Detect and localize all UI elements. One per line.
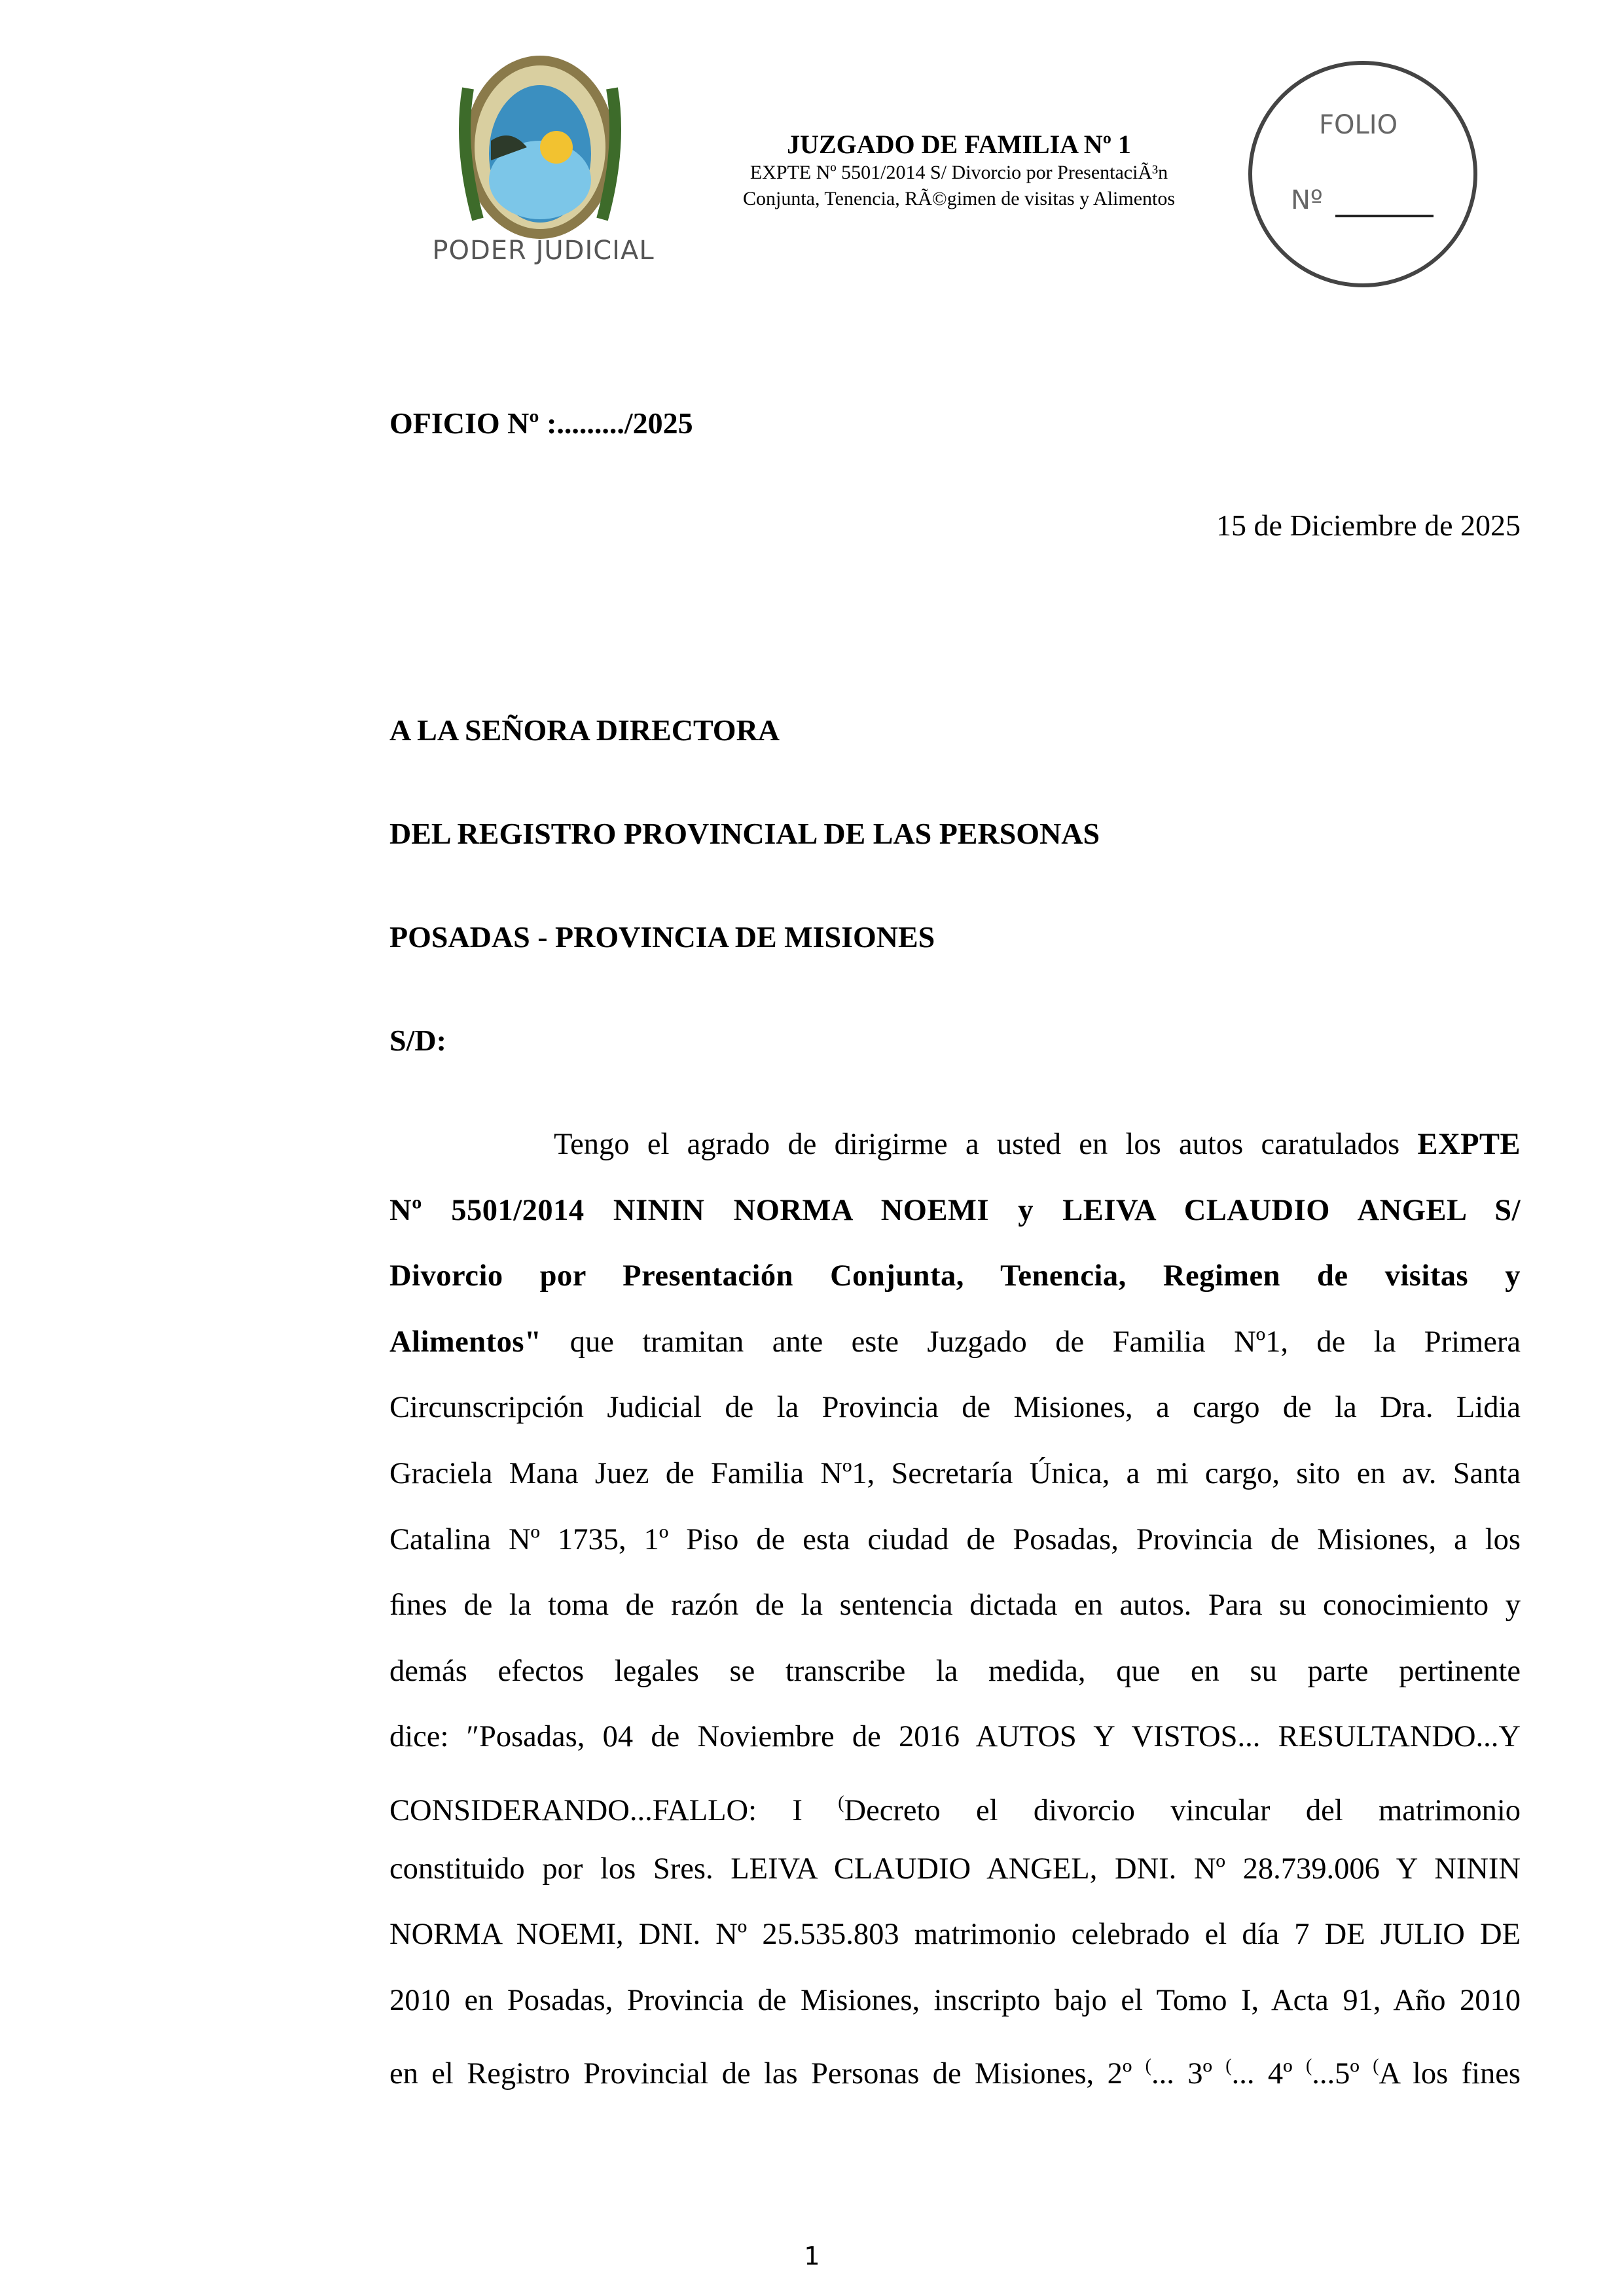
- body-text: Catalina Nº 1735, 1º Piso de esta ciudad de Posadas, Provincia de Misiones, a los: [389, 1522, 1521, 1556]
- body-text: Tengo el agrado de dirigirme a usted en los autos caratulados: [554, 1128, 1418, 1161]
- body-text: (: [1145, 2056, 1151, 2077]
- body-text: A los fines: [1379, 2057, 1521, 2091]
- body-text: demás efectos legales se transcribe la medida, que en su parte pertinente: [389, 1654, 1521, 1688]
- body-text: Graciela Mana Juez de Familia Nº1, Secretaría Única, a mi cargo, sito en av. Santa: [389, 1456, 1521, 1490]
- body-line: [389, 1458, 1521, 1524]
- body-paragraph: [389, 1128, 1521, 2116]
- body-text: Decreto el divorcio vincular del matrimonio: [844, 1793, 1521, 1827]
- body-line: [389, 1391, 1521, 1458]
- body-line: [389, 1260, 1521, 1326]
- body-text: constituido por los Sres. LEIVA CLAUDIO ANGEL, DNI. Nº 28.739.006 Y NININ: [389, 1852, 1521, 1886]
- folio-number-label: Nº: [1291, 185, 1323, 215]
- body-line: [389, 1655, 1521, 1721]
- folio-label: FOLIO: [1319, 110, 1398, 140]
- body-line: [389, 1194, 1521, 1261]
- logo-text: PODER JUDICIAL: [432, 236, 655, 266]
- body-line: [389, 1984, 1521, 2051]
- body-text: Circunscripción Judicial de la Provincia de Misiones, a cargo de la Dra. Lidia: [389, 1391, 1521, 1425]
- body-line: [389, 1721, 1521, 1787]
- court-header: [674, 130, 1244, 212]
- body-text: ﬁnes de la toma de razón de la sentencia dictada en autos. Para su conocimiento y: [389, 1588, 1521, 1623]
- body-line: [389, 2050, 1521, 2116]
- bold-text: Nº 5501/2014 NININ NORMA NOEMI y LEIVA CLAUDIO ANGEL S/: [389, 1193, 1521, 1227]
- document-date: 15 de Diciembre de 2025: [1216, 509, 1521, 542]
- body-line: [389, 1787, 1521, 1853]
- bold-text: Divorcio por Presentación Conjunta, Tenencia, Regimen de visitas y: [389, 1259, 1521, 1293]
- expte-line-2: Conjunta, Tenencia, RÃ©gimen de visitas y Alimentos: [742, 188, 1176, 209]
- body-line: [389, 1524, 1521, 1590]
- body-text: dice: ″Posadas, 04 de Noviembre de 2016 AUTOS Y VISTOS... RESULTANDO...Y: [389, 1720, 1521, 1754]
- body-text: (: [1373, 2056, 1379, 2077]
- body-line: [389, 1918, 1521, 1984]
- body-text: ... 4º: [1231, 2057, 1306, 2091]
- body-text: en el Registro Provincial de las Personas de Misiones, 2º: [389, 2057, 1146, 2091]
- court-name: JUZGADO DE FAMILIA Nº 1: [787, 130, 1131, 159]
- body-text: ... 3º: [1151, 2057, 1226, 2091]
- expte-line-1: EXPTE Nº 5501/2014 S/ Divorcio por PresentaciÃ³n: [749, 162, 1168, 183]
- body-text: ...5º: [1312, 2057, 1373, 2091]
- body-line: [389, 1128, 1521, 1194]
- body-text: (: [1305, 2056, 1312, 2077]
- addressee-line: POSADAS - PROVINCIA DE MISIONES: [389, 920, 935, 954]
- page-number: 1: [804, 2242, 820, 2270]
- body-text: NORMA NOEMI, DNI. Nº 25.535.803 matrimonio celebrado el día 7 DE JULIO DE: [389, 1918, 1521, 1952]
- oficio-number: OFICIO Nº :........./2025: [389, 406, 693, 440]
- folio-stamp: [1244, 58, 1486, 293]
- body-text: (: [838, 1792, 844, 1813]
- salutation: S/D:: [389, 1024, 446, 1057]
- bold-text: Alimentos": [389, 1325, 542, 1359]
- body-line: [389, 1326, 1521, 1392]
- addressee-line: DEL REGISTRO PROVINCIAL DE LAS PERSONAS: [389, 817, 1100, 850]
- body-line: [389, 1589, 1521, 1655]
- bold-text: EXPTE: [1417, 1128, 1521, 1161]
- body-line: [389, 1853, 1521, 1919]
- body-text: que tramitan ante este Juzgado de Familia Nº1, de la Primera: [541, 1325, 1521, 1359]
- addressee-line: A LA SEÑORA DIRECTORA: [389, 713, 780, 747]
- body-text: (: [1225, 2056, 1232, 2077]
- folio-circle: [1244, 58, 1486, 293]
- body-text: CONSIDERANDO...FALLO: I: [389, 1793, 839, 1827]
- body-text: 2010 en Posadas, Provincia de Misiones, inscripto bajo el Tomo I, Acta 91, Año 2010: [389, 1983, 1521, 2017]
